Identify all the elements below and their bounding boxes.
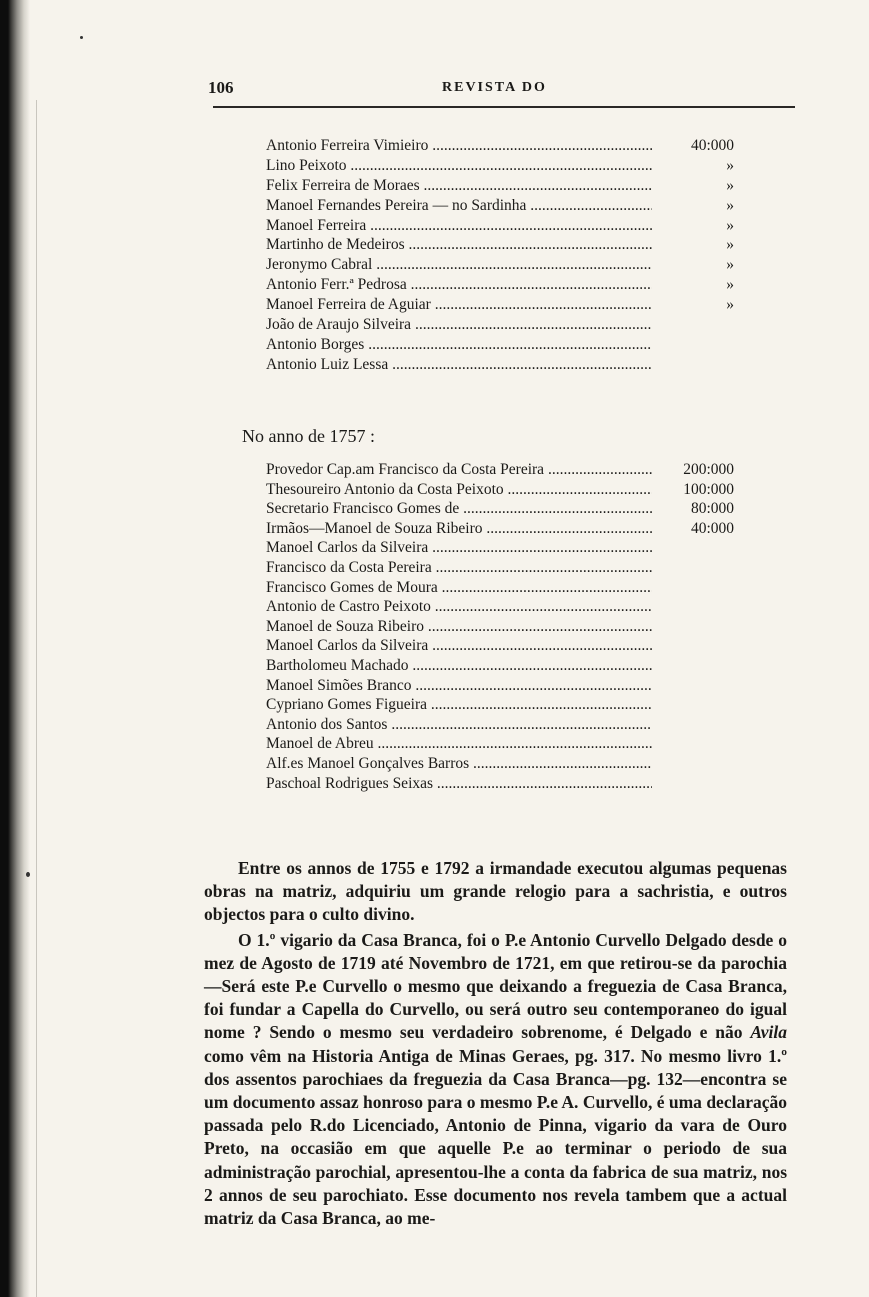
list-item	[266, 538, 746, 558]
body-text	[204, 857, 787, 1230]
list-item	[266, 295, 746, 315]
member-name: Antonio Borges .....	[266, 335, 652, 355]
member-name: Manoel de Souza Ribeiro .....	[266, 617, 652, 637]
paragraph	[204, 929, 787, 1231]
member-name: Irmãos—Manoel de Souza Ribeiro .....	[266, 519, 652, 539]
list-item	[266, 499, 746, 519]
list-item	[266, 774, 746, 794]
list-item	[266, 480, 746, 500]
member-name: Alf.es Manoel Gonçalves Barros .....	[266, 754, 652, 774]
list-item	[266, 136, 746, 156]
member-amount: »	[726, 156, 734, 174]
list-item	[266, 176, 746, 196]
list-item	[266, 715, 746, 735]
list-item	[266, 617, 746, 637]
member-amount: 80:000	[690, 500, 734, 518]
member-name: Provedor Cap.am Francisco da Costa Pereira .....	[266, 460, 652, 480]
member-name: Francisco da Costa Pereira .....	[266, 558, 652, 578]
member-name: Manoel Carlos da Silveira .....	[266, 538, 652, 558]
member-name: Paschoal Rodrigues Seixas .....	[266, 774, 652, 794]
list-item	[266, 597, 746, 617]
paragraph-text: como vêm na Historia Antiga de Minas Geraes, pg. 317. No mesmo livro 1.º dos assentos parochiaes da freguezia da Casa Branca—pg. 132—encontra se um documento assaz honroso para o mesmo P.e A. Curvello, é uma declaração passada pelo R.do Licenciado, Antonio de Pinna, vigario da vara de Ouro Preto, na occasião em que aquelle P.e ao terminar o periodo de sua administração parochial, apresentou-lhe a conta da fabrica de sua matriz, nos 2 annos de seu parochiato. Esse documento nos revela tambem que a actual matriz da Casa Branca, ao me-	[204, 1045, 787, 1229]
list-item	[266, 355, 746, 375]
list-item	[266, 578, 746, 598]
header-rule	[213, 106, 795, 108]
member-name: Lino Peixoto .....	[266, 156, 652, 176]
member-name: Manoel Ferreira de Aguiar .....	[266, 295, 652, 315]
list-item	[266, 734, 746, 754]
member-name: Thesoureiro Antonio da Costa Peixoto .....	[266, 480, 652, 500]
book-binding-shadow	[0, 0, 30, 1297]
members-list-1757	[266, 460, 746, 793]
member-amount: »	[726, 196, 734, 214]
list-item	[266, 275, 746, 295]
member-amount: »	[726, 176, 734, 194]
member-name: Manoel Ferreira .....	[266, 216, 652, 236]
paragraph-text: O 1.º vigario da Casa Branca, foi o P.e Antonio Curvello Delgado desde o mez de Agosto de 1719 até Novembro de 1721, em que retirou-se da parochia—Será este P.e Curvello o mesmo que deixando a freguezia de Casa Branca, foi fundar a Capella do Curvello, ou será outro seu contemporaneo do igual nome ? Sendo o mesmo seu verdadeiro sobrenome, é Delgado e não	[204, 929, 787, 1043]
member-name: Manoel Fernandes Pereira — no Sardinha .....	[266, 196, 652, 216]
member-name: Antonio dos Santos .....	[266, 715, 652, 735]
list-item	[266, 335, 746, 355]
member-name: Jeronymo Cabral .....	[266, 255, 652, 275]
list-item	[266, 519, 746, 539]
member-name: Martinho de Medeiros .....	[266, 235, 652, 255]
list-item	[266, 695, 746, 715]
member-name: Cypriano Gomes Figueira .....	[266, 695, 652, 715]
page-number: 106	[208, 78, 234, 97]
member-name: Francisco Gomes de Moura .....	[266, 578, 652, 598]
member-amount: »	[726, 236, 734, 254]
member-name: Felix Ferreira de Moraes .....	[266, 176, 652, 196]
member-name: Manoel Simões Branco .....	[266, 676, 652, 696]
member-amount: »	[726, 296, 734, 314]
member-amount: »	[726, 276, 734, 294]
list-item	[266, 235, 746, 255]
member-name: Manoel Carlos da Silveira .....	[266, 636, 652, 656]
member-amount: »	[726, 256, 734, 274]
member-name: Bartholomeu Machado .....	[266, 656, 652, 676]
member-name: Antonio Ferr.ª Pedrosa .....	[266, 275, 652, 295]
member-amount: 200:000	[683, 461, 734, 478]
member-amount: 100:000	[683, 480, 734, 498]
list-item	[266, 216, 746, 236]
member-name: Antonio Luiz Lessa .....	[266, 355, 652, 375]
list-item	[266, 460, 746, 480]
list-item	[266, 636, 746, 656]
list-item	[266, 676, 746, 696]
member-amount: 40:000	[690, 519, 734, 537]
page-header	[208, 78, 794, 100]
list-item	[266, 558, 746, 578]
member-name: Secretario Francisco Gomes de .....	[266, 499, 652, 519]
list-item	[266, 315, 746, 335]
list-item	[266, 656, 746, 676]
list-item	[266, 156, 746, 176]
paragraph: Entre os annos de 1755 e 1792 a irmandade executou algumas pequenas obras na matriz, adquiriu um grande relogio para a sachristia, e outros objectos para o culto divino.	[204, 858, 787, 925]
member-name: Manoel de Abreu .....	[266, 734, 652, 754]
members-list-first	[266, 136, 746, 375]
member-amount: »	[726, 216, 734, 234]
member-amount: 40:000	[690, 137, 734, 154]
list-item	[266, 754, 746, 774]
section-heading: No anno de 1757 :	[242, 426, 375, 446]
list-item	[266, 196, 746, 216]
member-name: Antonio de Castro Peixoto .....	[266, 597, 652, 617]
binding-crease	[36, 100, 37, 1297]
paper-speck	[80, 36, 83, 39]
paper-speck	[26, 872, 30, 877]
italic-word: Avila	[750, 1022, 787, 1043]
running-head: REVISTA DO	[442, 80, 547, 95]
list-item	[266, 255, 746, 275]
member-name: João de Araujo Silveira .....	[266, 315, 652, 335]
member-name: Antonio Ferreira Vimieiro .....	[266, 136, 652, 156]
